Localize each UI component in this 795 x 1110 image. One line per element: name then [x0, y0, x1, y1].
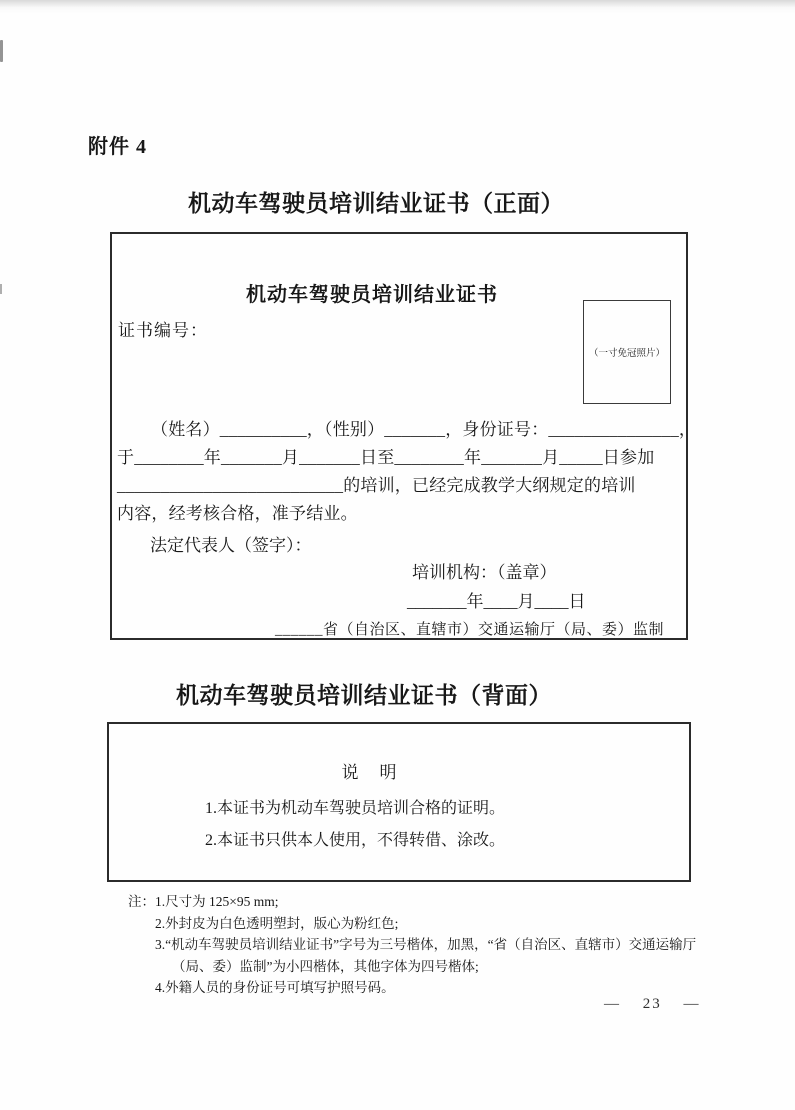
scan-artifact-edge — [0, 40, 3, 62]
body-line-conclusion: 内容，经考核合格，准予结业。 — [117, 504, 358, 523]
photo-placeholder-box — [583, 300, 671, 404]
certificate-title: 机动车驾驶员培训结业证书 — [246, 284, 498, 306]
notice-content — [205, 758, 535, 857]
front-section-title: 机动车驾驶员培训结业证书（正面） — [188, 191, 564, 216]
notice-heading: 说 明 — [341, 763, 399, 782]
attachment-label: 附件 4 — [88, 136, 147, 158]
footnotes — [128, 891, 721, 999]
page-number: — 23 — — [604, 996, 701, 1012]
notice-item-1: 1.本证书为机动车驾驶员培训合格的证明。 — [205, 800, 506, 817]
legal-representative-line: 法定代表人（签字）： — [150, 536, 312, 555]
footnote-typography: 3.“机动车驾驶员培训结业证书”字号为三号楷体，加黑，“省（自治区、直辖市）交通运输厅（局、委）监制”为小四楷体，其他字体为四号楷体; — [155, 937, 697, 974]
certificate-front-box — [110, 232, 697, 640]
notice-item-2: 2.本证书只供本人使用，不得转借、涂改。 — [205, 832, 506, 849]
footnote-cover: 2.外封皮为白色透明塑封，版心为粉红色; — [155, 915, 399, 931]
scan-artifact-top — [0, 0, 795, 14]
certificate-back-box — [107, 722, 691, 882]
body-line-dates: 于________年_______月_______日至________年_______月_____日参加 — [117, 448, 655, 467]
back-section-title: 机动车驾驶员培训结业证书（背面） — [176, 683, 552, 708]
certificate-number-label: 证书编号： — [118, 321, 208, 340]
certificate-body — [117, 416, 697, 528]
footnotes-label: 注： — [128, 894, 155, 909]
issuer-supervision-line: ______省（自治区、直辖市）交通运输厅（局、委）监制 — [274, 622, 664, 638]
footnote-size: 1.尺寸为 125×95 mm; — [155, 894, 279, 909]
scan-artifact-edge — [0, 284, 2, 294]
photo-placeholder-label: （一寸免冠照片） — [588, 349, 665, 359]
footnote-passport: 4.外籍人员的身份证号可填写护照号码。 — [155, 980, 395, 995]
footnotes-list — [155, 891, 721, 999]
body-line-training: __________________________的培训，已经完成教学大纲规定的培训 — [117, 476, 636, 495]
training-organization-line: 培训机构：（盖章） — [412, 563, 557, 582]
body-line-name-gender-id: （姓名）__________，（性别）_______，身份证号：_______________， — [151, 420, 697, 439]
date-blank-line: _______年____月____日 — [407, 592, 586, 611]
